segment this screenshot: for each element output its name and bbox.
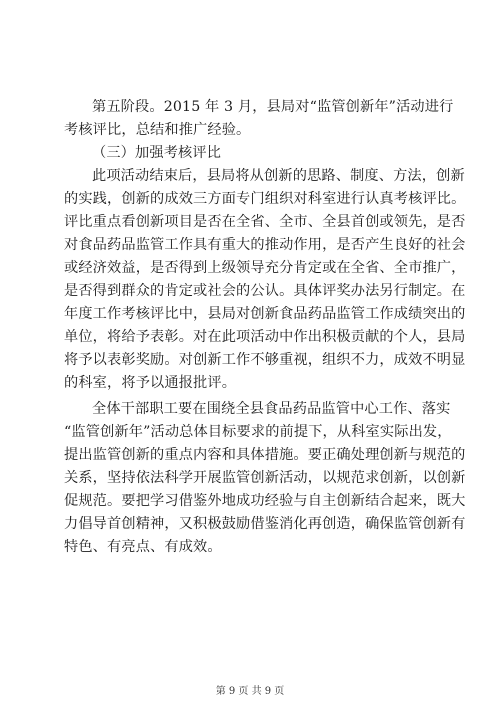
paragraph-line: 或经济效益，是否得到上级领导充分肯定或在全省、全市推广，: [64, 260, 466, 276]
paragraph-line: 第五阶段。2015 年 3 月，县局对“监管创新年”活动进行: [92, 99, 454, 115]
paragraph-line: 考核评比，总结和推广经验。: [64, 122, 251, 138]
paragraph-line: 对食品药品监管工作具有重大的推动作用，是否产生良好的社会: [64, 237, 466, 253]
page-number-footer: 第 9 页 共 9 页: [215, 686, 285, 697]
paragraph-line: 提出监管创新的重点内容和具体措施。要正确处理创新与规范的: [64, 447, 466, 463]
paragraph-line: 单位，将给予表彰。对在此项活动中作出积极贡献的个人，县局: [64, 329, 466, 345]
paragraph-line: 将予以表彰奖励。对创新工作不够重视，组织不力，成效不明显: [64, 352, 466, 368]
paragraph-line: 的科室，将予以通报批评。: [64, 375, 237, 391]
paragraph-line: 促规范。要把学习借鉴外地成功经验与自主创新结合起来，既大: [64, 493, 466, 509]
paragraph-line: 是否得到群众的肯定或社会的公认。具体评奖办法另行制定。在: [64, 283, 466, 299]
section-heading: （三）加强考核评比: [92, 145, 222, 161]
paragraph-line: 力倡导首创精神，又积极鼓励借鉴消化再创造，确保监管创新有: [64, 516, 466, 532]
paragraph-line: “监管创新年”活动总体目标要求的前提下，从科室实际出发，: [64, 424, 452, 440]
paragraph-line: 年度工作考核评比中，县局对创新食品药品监管工作成绩突出的: [64, 306, 466, 322]
paragraph-line: 特色、有亮点、有成效。: [64, 539, 222, 555]
paragraph-line: 全体干部职工要在围绕全县食品药品监管中心工作、落实: [92, 401, 451, 417]
paragraph-line: 的实践，创新的成效三方面专门组织对科室进行认真考核评比。: [64, 191, 466, 207]
paragraph-line: 评比重点看创新项目是否在全省、全市、全县首创或领先，是否: [64, 214, 466, 230]
paragraph-line: 关系，坚持依法科学开展监管创新活动，以规范求创新，以创新: [64, 470, 466, 486]
paragraph-line: 此项活动结束后，县局将从创新的思路、制度、方法，创新: [92, 168, 465, 184]
